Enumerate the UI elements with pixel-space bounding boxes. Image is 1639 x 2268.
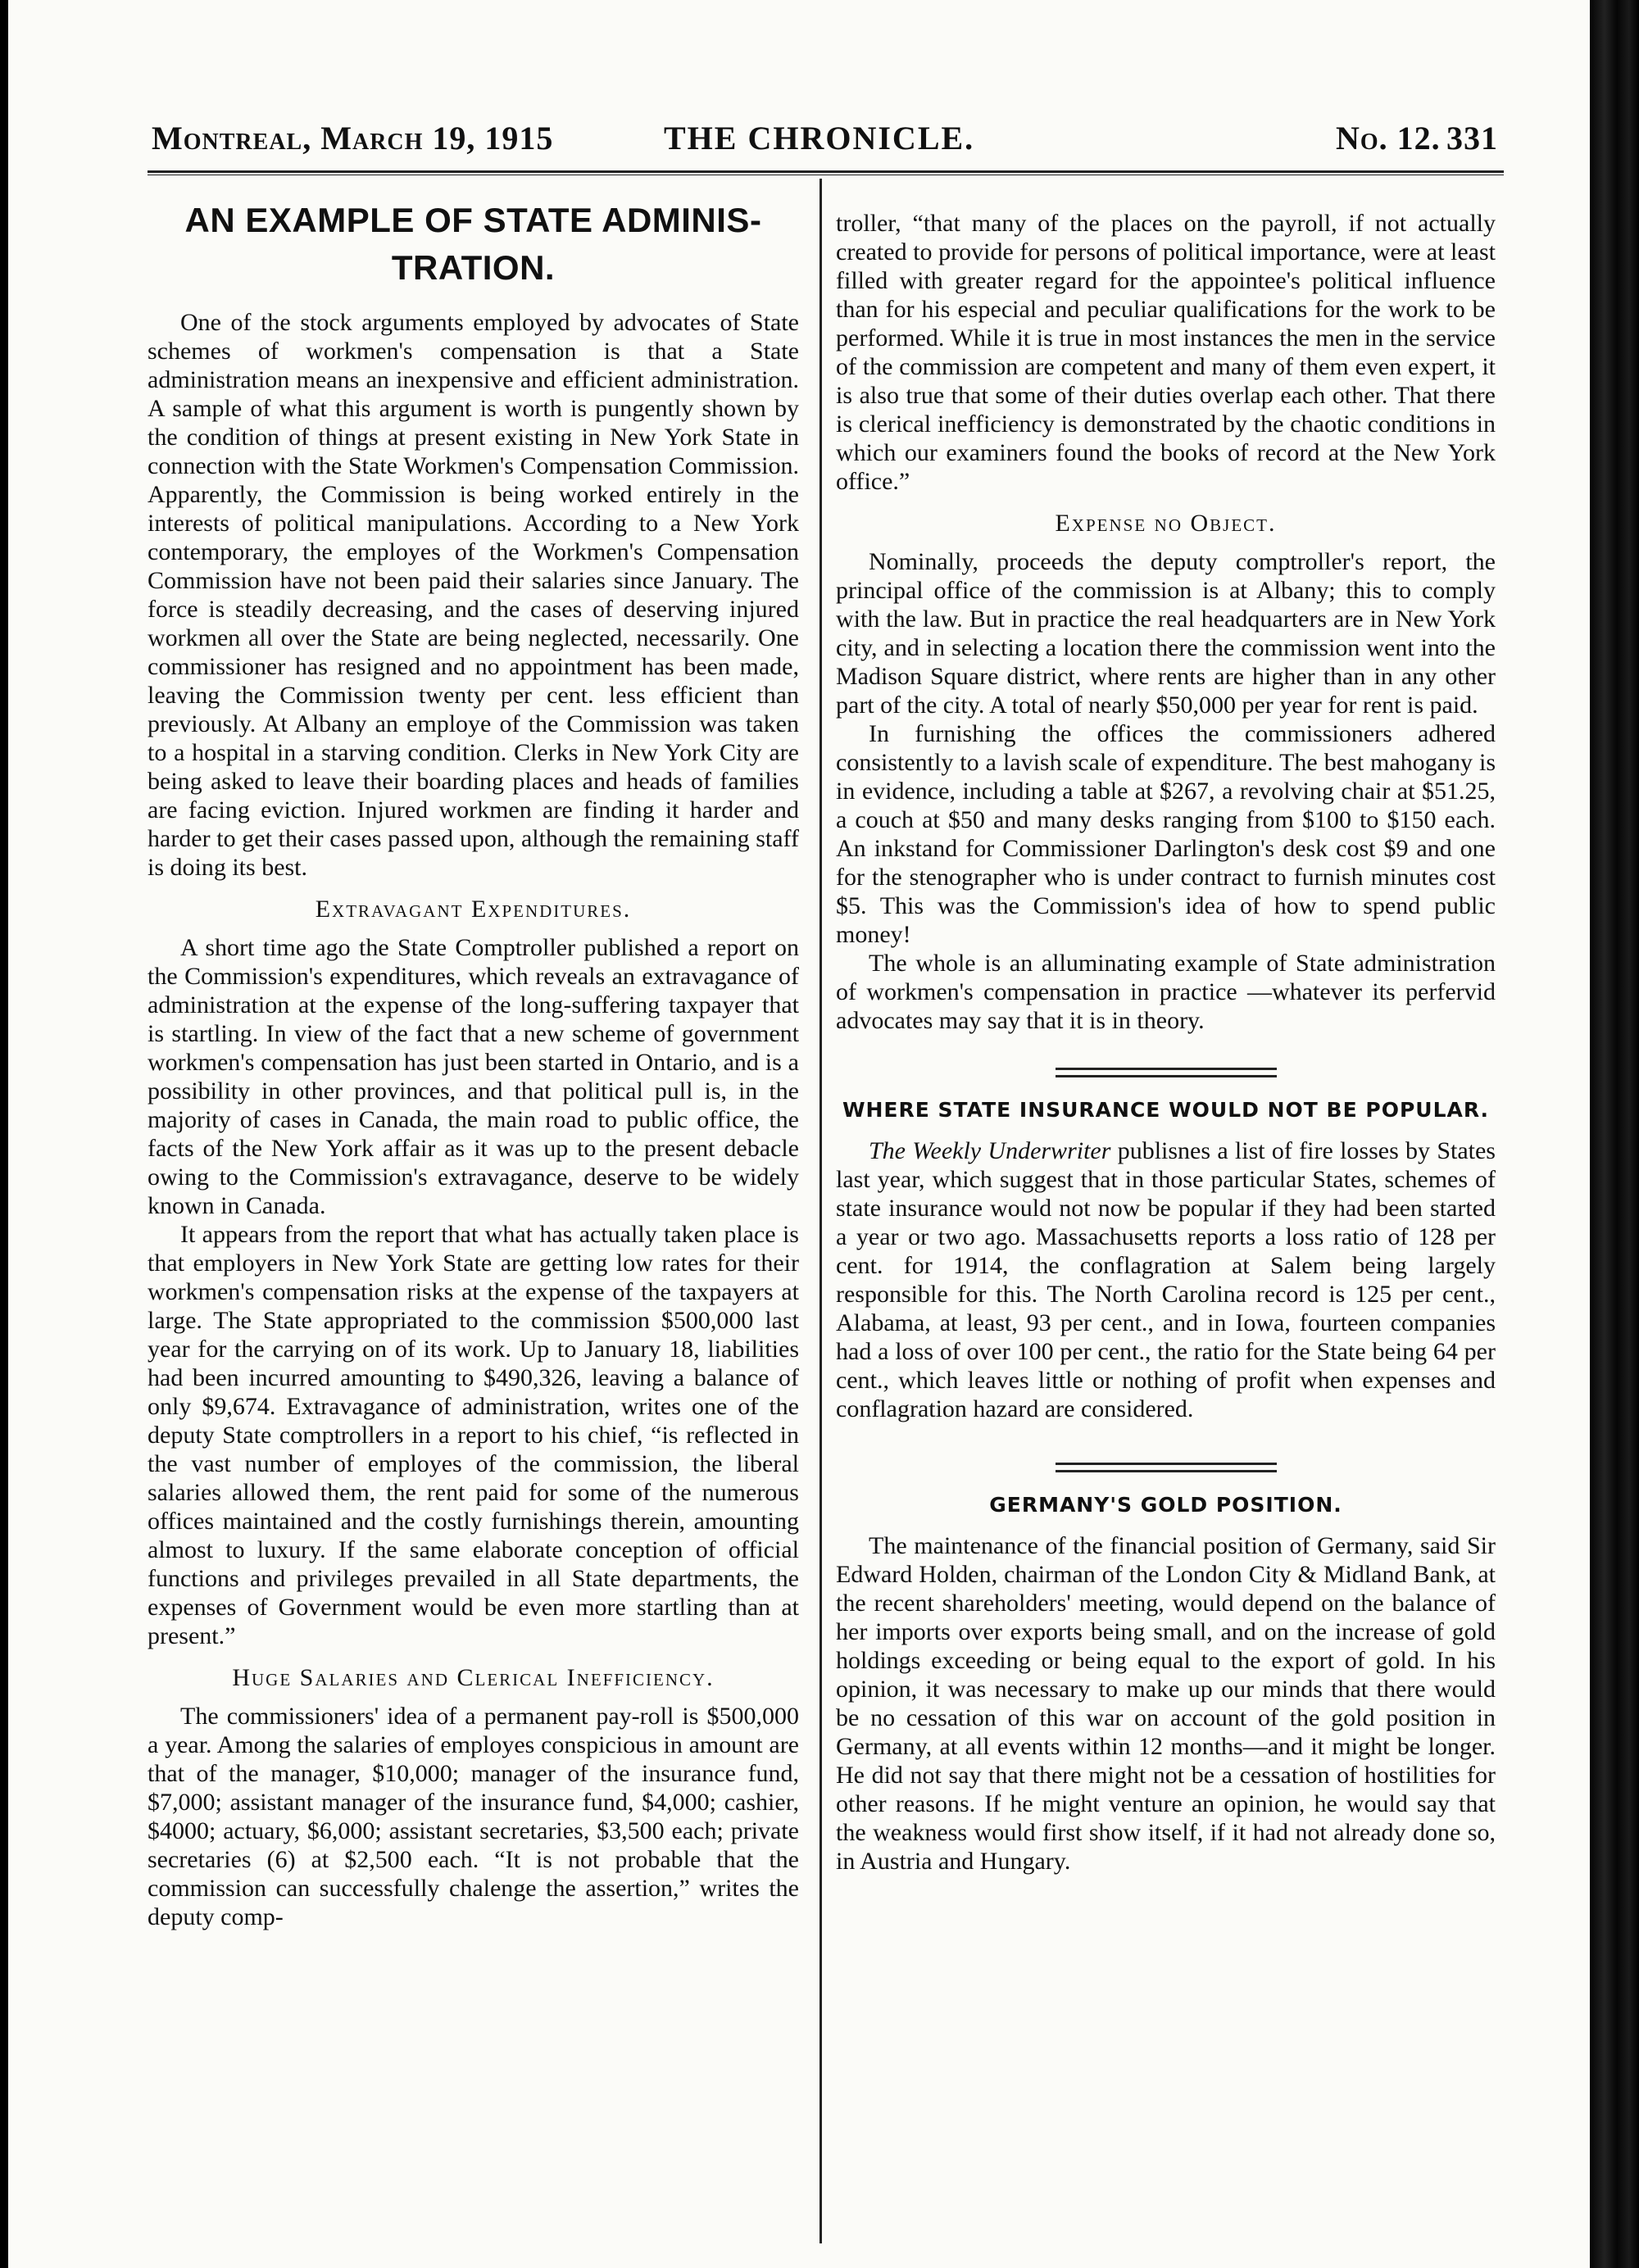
article-title-line1: AN EXAMPLE OF STATE ADMINIS- <box>184 201 762 239</box>
right-column <box>836 209 1496 1876</box>
issue-number: No. 12. <box>1336 120 1441 156</box>
article-paragraph: The maintenance of the financial position of Germany, said Sir Edward Holden, chairman of the London City & Midland Bank, at the recent shareholders' meeting, would depend on the balance of her imports over exports being small, and on the increase of gold holdings exceeding or being equal to the export of gold. In his opinion, it was necessary to make up our minds that there would be no cessation of this war on account of the gold position in Germany, at all events within 12 months—and it might be longer. He did not say that there might not be a cessation of hostilities for other reasons. If he might venture an opinion, he would say that the weakness would first show itself, if it had not already done so, in Austria and Hungary. <box>836 1532 1496 1875</box>
binding-edge <box>1590 0 1639 2268</box>
newspaper-page <box>8 0 1590 2268</box>
section-subhead: Expense no Object. <box>1055 510 1277 537</box>
article-paragraph: A short time ago the State Comptroller published a report on the Commission's expenditures, which reveals an extravagance of administration at the expense of the long-suffering taxpayer that is startling. In view of the fact that a new scheme of government workmen's compensation has just been started in Ontario, and is a possibility in other provinces, and that political pull is, in the majority of cases in Canada, the main road to public office, the facts of the New York affair as it was up to the present debacle owing to the Commission's extravagance, deserve to be widely known in Canada. <box>148 934 799 1219</box>
article-body: publisnes a list of fire losses by States last year, which suggest that in those particular States, schemes of state insurance would not now be popular if they had been started a year or two ago. Massachusetts reports a loss ratio of 128 per cent. for 1914, the conflagration at Salem being largely responsible for this. The North Carolina record is 125 per cent., Alabama, at least, 93 per cent., and in Iowa, fourteen companies had a loss of over 100 per cent., the ratio for the State being 64 per cent., which leaves little or nothing of profit when expenses and conflagration hazard are considered. <box>836 1137 1496 1422</box>
issue-date: Montreal, March 19, 1915 <box>152 120 554 156</box>
article-paragraph: In furnishing the offices the commissioners adhered consistently to a lavish scale of expenditure. The best mahogany is in evidence, including a table at $267, a revolving chair at $51.25, a couch at $50 and many desks ranging from $100 to $150 each. An inkstand for Commissioner Darlington's desk cost $9 and one for the stenographer who is under contract to furnish minutes cost $5. This was the Commission's idea of how to spend public money! <box>836 720 1496 948</box>
page-number: 331 <box>1446 120 1498 156</box>
article-paragraph: One of the stock arguments employed by advocates of State schemes of workmen's compensation is that a State administration means an inexpensive and efficient administration. A sample of what this argument is worth is pungently shown by the condition of things at present existing in New York State in connection with the State Workmen's Compensation Commission. Apparently, the Commission is being worked entirely in the interests of political manipulations. According to a New York contemporary, the employes of the Workmen's Compensation Commission have not been paid their salaries since January. The force is steadily decreasing, and the cases of deserving injured workmen all over the State are being neglected, necessarily. One commissioner has resigned and no appointment has been made, leaving the Commission twenty per cent. less efficient than previously. At Albany an employe of the Commission was taken to a hospital in a starving condition. Clerks in New York City are being asked to leave their boarding places and heads of families are facing eviction. Injured workmen are finding it harder and harder to get their cases passed upon, although the remaining staff is doing its best. <box>148 309 799 881</box>
article-paragraph: The whole is an alluminating example of State administration of workmen's compensation in practice —whatever its perfervid advocates may say that it is in theory. <box>836 950 1496 1034</box>
section-divider <box>1056 1463 1277 1472</box>
article-paragraph: The commissioners' idea of a permanent pay-roll is $500,000 a year. Among the salaries of employes conspicious in amount are that of the manager, $10,000; manager of the insurance fund, $7,000; assistant manager of the insurance fund, $4,000; cashier, $4000; actuary, $6,000; assistant secretaries, $3,500 each; private secretaries (6) at $2,500 each. “It is not probable that the commission can successfully chalenge the assertion,” writes the deputy comp- <box>148 1703 799 1930</box>
column-divider <box>820 179 822 2243</box>
header-rule <box>148 170 1504 175</box>
section-subhead: Extravagant Expenditures. <box>315 896 632 923</box>
article-paragraph: Nominally, proceeds the deputy comptroller's report, the principal office of the commission is at Albany; this to comply with the law. But in practice the real headquarters are in New York city, and in selecting a location there the commission went into the Madison Square district, where rents are higher than in any other part of the city. A total of nearly $50,000 per year for rent is paid. <box>836 548 1496 719</box>
article-title-line2: TRATION. <box>391 248 556 287</box>
article-title: GERMANY'S GOLD POSITION. <box>989 1493 1342 1517</box>
publication-name: The Weekly Underwriter <box>869 1137 1111 1164</box>
left-column <box>148 197 799 1931</box>
article-paragraph: It appears from the report that what has actually taken place is that employers in New York State are getting low rates for their workmen's compensation risks at the expense of the taxpayers at large. The State appropriated to the commission $500,000 last year for the carrying on of its work. Up to January 18, liabilities had been incurred amounting to $490,326, leaving a balance of only $9,674. Extravagance of administration, writes one of the deputy State comptrollers in a report to his chief, “is reflected in the vast number of employes of the commission, the liberal salaries allowed them, the rent paid for some of the numerous offices maintained and the costly furnishings therein, amounting almost to luxury. If the same elaborate conception of official functions and privileges prevailed in all State departments, the expenses of Government would be even more startling than at present.” <box>148 1221 799 1649</box>
article-paragraph <box>836 1136 1496 1423</box>
section-subhead: Huge Salaries and Clerical Inefficiency. <box>232 1664 715 1691</box>
article-title <box>148 197 799 292</box>
article-paragraph-continued: troller, “that many of the places on the payroll, if not actually created to provide for persons of political importance, were at least filled with greater regard for the appointee's political influence than for his especial and peculiar qualifications for the work to be performed. While it is true in most instances the men in the service of the commission are competent and many of them even expert, it is also true that some of their duties overlap each other. That there is clerical inefficiency is demonstrated by the chaotic conditions in which our examiners found the books of record at the New York office.” <box>836 210 1496 495</box>
publication-title: THE CHRONICLE. <box>664 120 975 156</box>
article-title: WHERE STATE INSURANCE WOULD NOT BE POPULAR. <box>842 1098 1490 1122</box>
running-head <box>148 119 1500 168</box>
section-divider <box>1056 1068 1277 1077</box>
